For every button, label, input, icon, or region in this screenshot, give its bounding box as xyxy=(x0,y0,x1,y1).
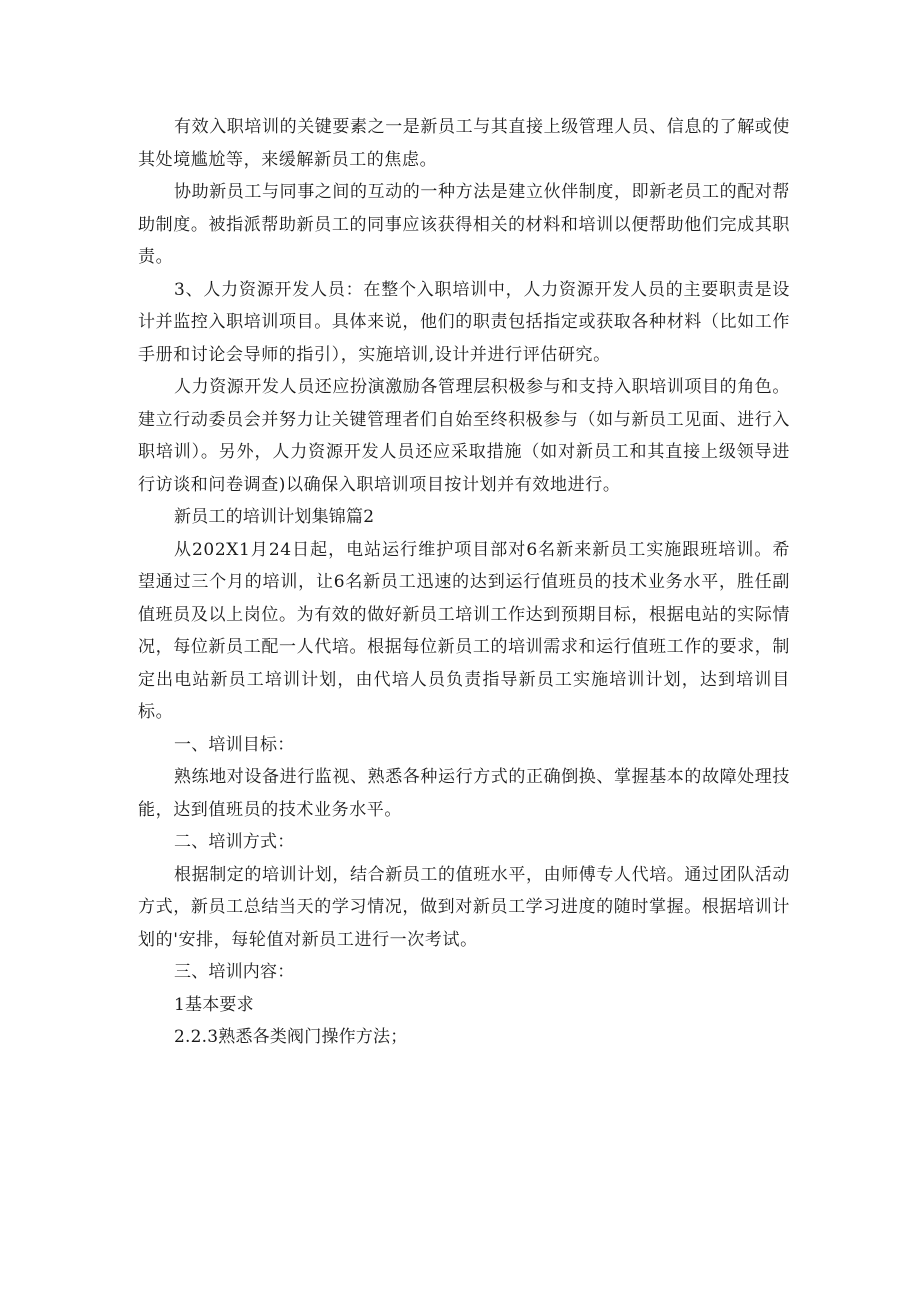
paragraph-onboarding-key-elements: 有效入职培训的关键要素之一是新员工与其直接上级管理人员、信息的了解或使其处境尴尬等，来缓解新员工的焦虑。 xyxy=(138,117,790,170)
paragraph-hr-motivation-role: 人力资源开发人员还应扮演激励各管理层积极参与和支持入职培训项目的角色。建立行动委员会并努力让关键管理者们自始至终积极参与（如与新员工见面、进行入职培训）。另外，人力资源开发人员还应采取措施（如对新员工和其直接上级领导进行访谈和问卷调查)以确保入职培训项目按计划并有效地进行。 xyxy=(138,377,790,495)
heading-training-goal: 一、培训目标： xyxy=(174,734,295,755)
paragraph-training-method: 根据制定的培训计划，结合新员工的值班水平，由师傅专人代培。通过团队活动方式，新员工总结当天的学习情况，做到对新员工学习进度的随时掌握。根据培训计划的'安排，每轮值对新员工进行一次考试。 xyxy=(138,864,790,950)
heading-training-method: 二、培训方式： xyxy=(174,832,295,852)
item-basic-requirements: 1基本要求 xyxy=(174,994,254,1015)
paragraph-hr-development-duties: 3、人力资源开发人员：在整个入职培训中，人力资源开发人员的主要职责是设计并监控入职培训项目。具体来说，他们的职责包括指定或获取各种材料（比如工作手册和讨论会导师的指引），实施培训,设计并进行评估研究。 xyxy=(138,279,790,365)
paragraph-buddy-system: 协助新员工与同事之间的互动的一种方法是建立伙伴制度，即新老员工的配对帮助制度。被指派帮助新员工的同事应该获得相关的材料和培训以便帮助他们完成其职责。 xyxy=(138,182,790,267)
section-title-plan-2: 新员工的培训计划集锦篇2 xyxy=(174,507,375,527)
heading-training-content: 三、培训内容： xyxy=(174,962,295,982)
paragraph-training-goal: 熟练地对设备进行监视、熟悉各种运行方式的正确倒换、掌握基本的故障处理技能，达到值班员的技术业务水平。 xyxy=(138,767,790,820)
document-body xyxy=(138,111,790,1054)
item-valve-operations: 2.2.3熟悉各类阀门操作方法； xyxy=(174,1027,408,1047)
paragraph-plan-intro: 从202X1月24日起，电站运行维护项目部对6名新来新员工实施跟班培训。希望通过三个月的培训，让6名新员工迅速的达到运行值班员的技术业务水平，胜任副值班员及以上岗位。为有效的做好新员工培训工作达到预期目标，根据电站的实际情况，每位新员工配一人代培。根据每位新员工的培训需求和运行值班工作的要求，制定出电站新员工培训计划，由代培人员负责指导新员工实施培训计划，达到培训目标。 xyxy=(138,539,790,722)
